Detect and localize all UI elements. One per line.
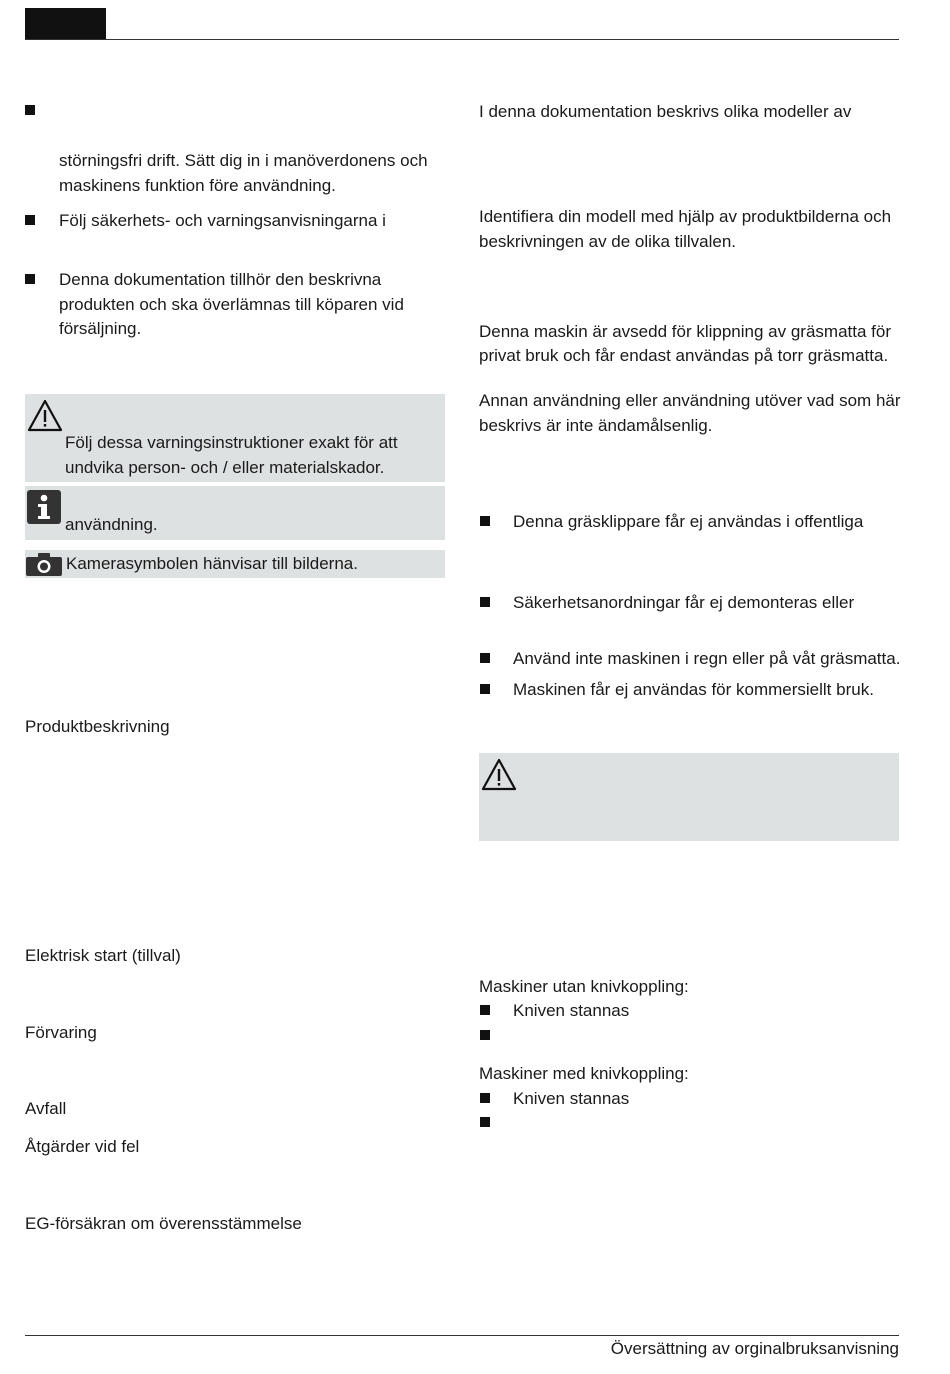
toc-produktbeskrivning: Produktbeskrivning (25, 717, 170, 736)
info-icon (27, 490, 61, 524)
header-block (25, 8, 106, 40)
intro-line-2: maskinens funktion före användning. (59, 176, 336, 195)
toc-forvaring: Förvaring (25, 1023, 97, 1042)
bullet-marker (480, 516, 490, 526)
bullet-marker (480, 597, 490, 607)
warning-triangle-icon (481, 758, 517, 791)
bullet-marker (480, 1030, 490, 1040)
intro-line-1: störningsfri drift. Sätt dig in i manöverdonens och (59, 151, 428, 170)
models-line: I denna dokumentation beskrivs olika modeller av (479, 102, 852, 121)
identify-line-2: beskrivningen av de olika tillvalen. (479, 232, 737, 251)
bullet-doc-line-3: försäljning. (59, 319, 142, 338)
bullet-safety-text: Följ säkerhets- och varningsanvisningarna i (59, 211, 386, 230)
warning-box (25, 394, 445, 482)
info-box (25, 486, 445, 540)
camera-box (25, 550, 445, 578)
bullet-safety-devices-text: Säkerhetsanordningar får ej demonteras eller (513, 593, 855, 612)
bullet-marker (480, 1093, 490, 1103)
toc-eg-forsakran: EG-försäkran om överensstämmelse (25, 1214, 302, 1233)
bullet-public-text: Denna gräsklippare får ej användas i offentliga (513, 512, 864, 531)
info-text: användning. (65, 515, 158, 534)
bullet-rain-text: Använd inte maskinen i regn eller på våt gräsmatta. (513, 649, 901, 668)
bullet-doc-line-2: produkten och ska överlämnas till köparen vid (59, 295, 404, 314)
toc-atgarder: Åtgärder vid fel (25, 1137, 140, 1156)
toc-avfall: Avfall (25, 1099, 67, 1118)
identify-line-1: Identifiera din modell med hjälp av produktbilderna och (479, 207, 892, 226)
bullet-commercial-text: Maskinen får ej användas för kommersiellt bruk. (513, 680, 874, 699)
footer-rule (25, 1335, 899, 1336)
intended-line-2: privat bruk och får endast användas på torr gräsmatta. (479, 346, 889, 365)
camera-text: Kamerasymbolen hänvisar till bilderna. (66, 554, 358, 573)
warning-line-1: Följ dessa varningsinstruktioner exakt för att (65, 433, 398, 452)
bullet-marker (25, 274, 35, 284)
bullet-marker (480, 1117, 490, 1127)
header-rule (25, 39, 899, 40)
warning-triangle-icon (27, 399, 63, 432)
camera-icon (26, 553, 62, 576)
with-clutch-heading: Maskiner med knivkoppling: (479, 1064, 689, 1083)
toc-elektrisk-start: Elektrisk start (tillval) (25, 946, 181, 965)
warning-box-right (479, 753, 899, 841)
bullet-marker (480, 1005, 490, 1015)
bullet-marker (25, 215, 35, 225)
without-clutch-heading: Maskiner utan knivkoppling: (479, 977, 689, 996)
bullet-marker (480, 684, 490, 694)
other-use-line-1: Annan användning eller användning utöver vad som här (479, 391, 901, 410)
footer-text: Översättning av orginalbruksanvisning (610, 1339, 899, 1358)
bullet-marker (480, 653, 490, 663)
other-use-line-2: beskrivs är inte ändamålsenlig. (479, 416, 713, 435)
warning-line-2: undvika person- och / eller materialskador. (65, 458, 385, 477)
bullet-marker (25, 105, 35, 115)
without-clutch-item: Kniven stannas (513, 1001, 630, 1020)
bullet-doc-line-1: Denna dokumentation tillhör den beskrivna (59, 270, 382, 289)
intended-line-1: Denna maskin är avsedd för klippning av gräsmatta för (479, 322, 891, 341)
with-clutch-item: Kniven stannas (513, 1089, 630, 1108)
